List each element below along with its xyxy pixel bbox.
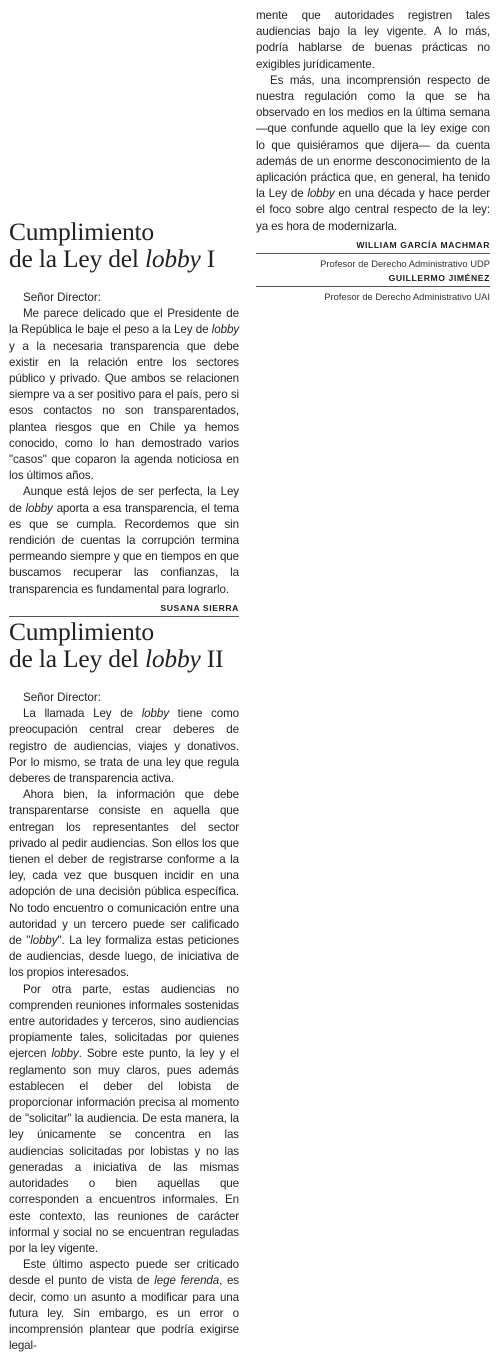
italic-term: lege ferenda [154, 1274, 220, 1288]
affiliation-udp: Profesor de Derecho Administrativo UDP [320, 257, 490, 269]
right-paragraph-2: Es más, una incomprensión respecto de nuestra regulación como la que se ha observado en los medios en la última semana —que confunde aquello que la ley exige con lo que quisiéramos que dijera— da cuenta además de un enorme desconocimiento de la aplicación práctica que, en general, ha tenido la Ley de lobby en una década y hace perder el foco sobre algo central respecto de la ley: ya es hora de modernizarla. [256, 73, 490, 233]
letter-1-title-italic: lobby [144, 244, 201, 273]
letter-2-paragraph-2: Ahora bien, la información que debe transparentarse consiste en aquella que entregan los representantes del sector privado al pedir audiencias. Son ellos los que tienen el deber de registrarse conforme a la ley, cada vez que busquen incidir en una adopción de una decisión pública específica. No todo encuentro o comunicación entre una autoridad y un tercero puede ser calificado de "lobby". La ley formaliza estas peticiones de audiencias, desde luego, de iniciativa de los propios interesados. [9, 788, 239, 980]
letter-1-title-line1: Cumplimiento [9, 217, 154, 246]
affiliation-uai: Profesor de Derecho Administrativo UAI [324, 290, 490, 302]
right-paragraph-1: mente que autoridades registren tales audiencias bajo la ley vigente. A lo más, podría hablarse de buenas prácticas no exigibles jurídicamente. [256, 9, 490, 71]
letter-2 [9, 618, 239, 1354]
letter-2-paragraph-1: La llamada Ley de lobby tiene como preocupación central crear deberes de registro de audiencias, viajes y donativos. Por lo mismo, se trata de una ley que regula deberes de transparencia activa. [9, 707, 239, 786]
signature-william-garcia: WILLIAM GARCÍA MACHMAR [256, 239, 490, 254]
letter-2-title-italic: lobby [144, 644, 201, 673]
letter-1-salutation: Señor Director: [23, 291, 101, 304]
letter-2-title [9, 618, 239, 672]
italic-term: lobby [30, 934, 58, 948]
letter-2-paragraph-4: Este último aspecto puede ser criticado desde el punto de vista de lege ferenda, es decir, como un asunto a modificar para una futura ley. Sin embargo, es un error o incomprensión plantear que podría exigirse legal- [9, 1258, 239, 1353]
letter-2-title-prefix: de la Ley del [9, 644, 145, 673]
letter-2-paragraph-3: Por otra parte, estas audiencias no comprenden reuniones informales sostenidas entre autoridades y terceros, sino audiencias propiamente tales, solicitadas por quienes ejercen lobby. Sobre este punto, la ley y el reglamento son muy claros, pues además establecen el deber del lobista de proporcionar información precisa al momento de "solicitar" la audiencia. De esta manera, la ley únicamente se concentra en las audiencias solicitadas por lobistas y no las generadas a iniciativa de las mismas autoridades o bien aquellas que corresponden a encuentros informales. En este contexto, las reuniones de carácter informal y social no se encuentran reguladas por la ley vigente. [9, 982, 239, 1255]
letter-1-title-suffix: I [200, 244, 216, 273]
italic-term: lobby [141, 707, 169, 721]
letter-2-title-line1: Cumplimiento [9, 617, 154, 646]
italic-term: lobby [51, 1047, 79, 1061]
letter-1-paragraph-2: Aunque está lejos de ser perfecta, la Ley de lobby aporta a esa transparencia, el tema es que se cumpla. Recordemos que sin rendición de cuentas la corrupción termina permeando siempre y que en tiempos en que buscamos recuperar las confianzas, la transparencia es fundamental para lograrlo. [9, 485, 239, 596]
letter-1-title [9, 218, 239, 272]
letter-1-title-prefix: de la Ley del [9, 244, 145, 273]
signature-guillermo-jimenez: GUILLERMO JIMÉNEZ [256, 272, 490, 287]
letter-1 [9, 218, 239, 617]
letter-2-title-suffix: II [200, 644, 224, 673]
italic-term: lobby [25, 501, 53, 515]
letter-2-salutation: Señor Director: [23, 691, 101, 704]
italic-term: lobby [211, 323, 239, 337]
letter-1-paragraph-1: Me parece delicado que el Presidente de la República le baje el peso a la Ley de lobby y a la necesaria transparencia que debe existir en la relación entre los sectores público y privado. Que ambos se relacionen siempre va a ser positivo para el país, pero si esos contactos no son transparentados, plantea riesgos que en Chile ya hemos conocido, como lo han demostrado varios "casos" que coparon la agenda noticiosa en los últimos años. [9, 307, 239, 483]
italic-term: lobby [307, 187, 335, 201]
right-column [256, 8, 490, 303]
signature-susana-sierra: SUSANA SIERRA [9, 602, 239, 617]
